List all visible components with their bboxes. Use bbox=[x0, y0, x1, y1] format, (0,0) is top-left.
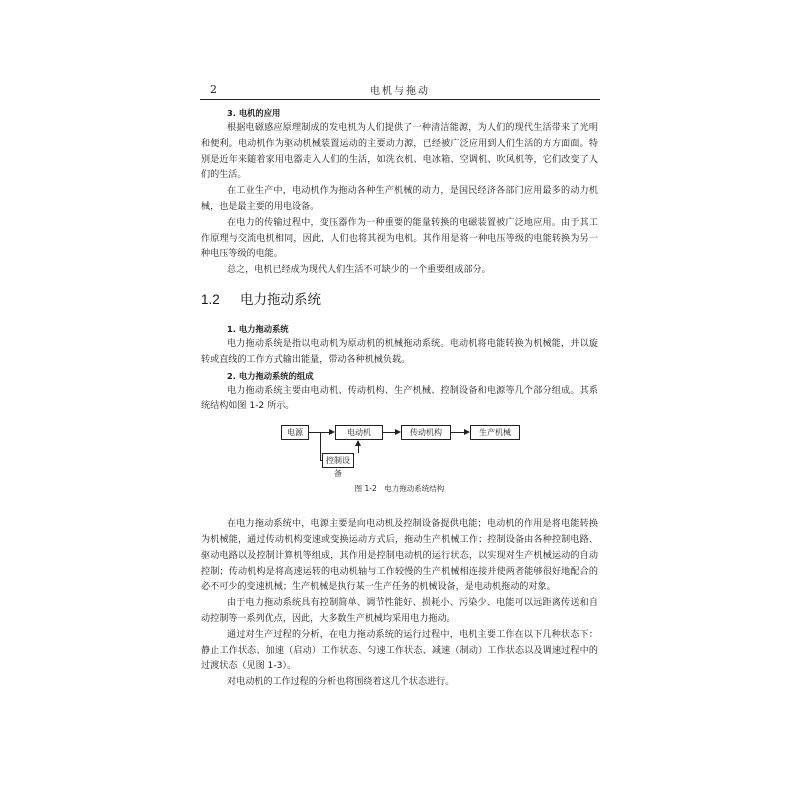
subheading-drive-system: 1. 电力拖动系统 bbox=[227, 323, 289, 334]
connector-line bbox=[320, 432, 321, 460]
paragraph: 在电力拖动系统中，电源主要是向电动机及控制设备提供电能；电动机的作用是将电能转换为机械能，通过传动机构变速或变换运动方式后，拖动生产机械工作；控制设备由各种控制电路、驱动电路以及控制计算机等组成，其作用是控制电动机的运行状态，以实现对生产机械运动的自动控制；传动机构是将高速运转的电动机轴与工作较慢的生产机械相连接并使两者能够很好地配合的必不可少的变速机械；生产机械是执行某一生产任务的机械设备，是电动机拖动的对象。 bbox=[201, 519, 598, 593]
section-heading bbox=[201, 289, 598, 310]
page-number: 2 bbox=[210, 83, 217, 96]
connector-line bbox=[451, 432, 464, 433]
running-title: 电机与拖动 bbox=[370, 86, 430, 97]
transmission-box: 传动机构 bbox=[401, 425, 451, 440]
paragraph: 对电动机的工作过程的分析也将围绕着这几个状态进行。 bbox=[227, 677, 455, 688]
paragraph: 电力拖动系统是指以电动机为原动机的机械拖动系统。电动机将电能转换为机械能，并以旋转或直线的工作方式输出能量，带动各种机械负载。 bbox=[201, 338, 598, 365]
arrow-right-icon bbox=[329, 429, 335, 435]
section-number: 1.2 bbox=[201, 291, 220, 307]
subheading-motor-applications: 3. 电机的应用 bbox=[227, 108, 281, 118]
paragraph: 在电力的传输过程中，变压器作为一种重要的能量转换的电磁装置被广泛地应用。由于其工作原理与交流电机相同，因此，人们也将其视为电机。其作用是将一种电压等级的电能转换为另一种电压等级的电能。 bbox=[201, 217, 598, 260]
arrow-right-icon bbox=[395, 429, 401, 435]
page-content bbox=[201, 106, 598, 691]
paragraph: 通过对生产过程的分析，在电力拖动系统的运行过程中，电机主要工作在以下几种状态下：静止工作状态、加速（启动）工作状态、匀速工作状态、减速（制动）工作状态以及调速过程中的过渡状态（见图 1-3）。 bbox=[201, 629, 598, 672]
paragraph: 由于电力拖动系统具有控制简单、调节性能好、损耗小、污染少、电能可以远距离传送和自动控制等一系列优点，因此，大多数生产机械均采用电力拖动。 bbox=[201, 598, 598, 624]
paragraph: 在工业生产中，电动机作为拖动各种生产机械的动力，是国民经济各部门应用最多的动力机械，也是最主要的用电设备。 bbox=[201, 186, 598, 212]
paragraph: 总之，电机已经成为现代人们生活不可缺少的一个重要组成部分。 bbox=[227, 265, 491, 276]
control-box: 控制设备 bbox=[322, 453, 354, 468]
paragraph: 电力拖动系统主要由电动机、传动机构、生产机械、控制设备和电源等几个部分组成。其系统结构如图 1-2 所示。 bbox=[201, 385, 598, 412]
paragraph: 根据电磁感应原理制成的发电机为人们提供了一种清洁能源，为人们的现代生活带来了光明和便利。电动机作为驱动机械装置运动的主要动力源，已经被广泛应用到人们生活的方方面面。特别是近年来随着家用电器走入人们的生活，如洗衣机、电冰箱、空调机、吹风机等，它们改变了人们的生活。 bbox=[201, 123, 598, 181]
machine-box: 生产机械 bbox=[470, 425, 520, 440]
figure-caption: 图 1-2 电力拖动系统结构 bbox=[354, 484, 445, 494]
connector-line bbox=[358, 445, 359, 453]
system-structure-diagram bbox=[201, 421, 598, 479]
connector-line bbox=[320, 460, 322, 461]
arrow-right-icon bbox=[464, 429, 470, 435]
arrow-up-icon bbox=[355, 440, 361, 446]
motor-box: 电动机 bbox=[335, 425, 383, 440]
page-header bbox=[200, 81, 600, 100]
power-source-box: 电源 bbox=[281, 425, 309, 440]
connector-line bbox=[383, 432, 395, 433]
section-title: 电力拖动系统 bbox=[240, 291, 321, 308]
subheading-system-composition: 2. 电力拖动系统的组成 bbox=[227, 370, 314, 381]
